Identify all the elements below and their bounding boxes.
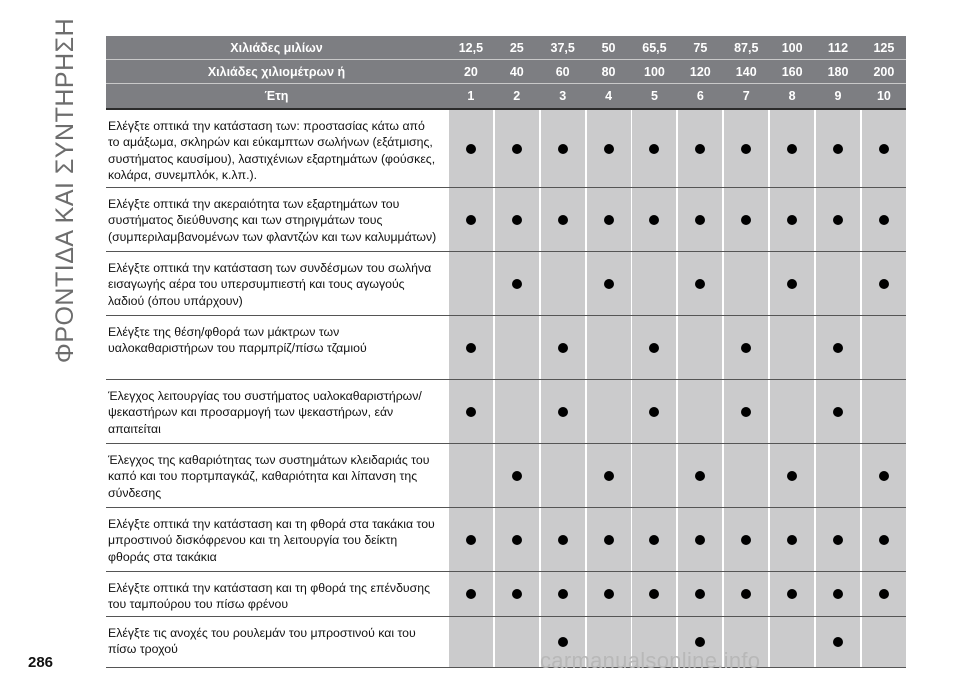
schedule-cell	[862, 252, 906, 315]
check-dot-icon	[466, 144, 476, 154]
check-dot-icon	[833, 407, 843, 417]
header-cell: 7	[742, 89, 750, 103]
check-dot-icon	[466, 343, 476, 353]
table-row	[106, 316, 906, 380]
schedule-cell	[495, 316, 539, 379]
schedule-cell	[770, 380, 814, 443]
schedule-cell	[541, 380, 585, 443]
header-cell: 6	[696, 89, 704, 103]
schedule-cell	[724, 252, 768, 315]
check-dot-icon	[833, 637, 843, 647]
header-cell: 180	[827, 64, 849, 79]
check-dot-icon	[787, 589, 797, 599]
header-cell: 5	[650, 89, 658, 103]
schedule-cell	[587, 572, 631, 616]
schedule-cell	[541, 508, 585, 571]
schedule-cell	[632, 444, 676, 507]
check-dot-icon	[741, 589, 751, 599]
schedule-cell	[541, 316, 585, 379]
header-cell: 125	[873, 40, 895, 55]
table-row	[106, 110, 906, 188]
check-dot-icon	[879, 215, 889, 225]
schedule-cell	[587, 380, 631, 443]
header-cell: 87,5	[734, 40, 759, 55]
check-dot-icon	[604, 471, 614, 481]
header-cell: 65,5	[642, 40, 667, 55]
schedule-cell	[862, 617, 906, 667]
header-cell: 8	[788, 89, 796, 103]
check-dot-icon	[604, 279, 614, 289]
check-dot-icon	[512, 535, 522, 545]
schedule-cell	[495, 380, 539, 443]
schedule-cell	[449, 252, 493, 315]
schedule-cell	[541, 444, 585, 507]
header-cell: 120	[689, 64, 711, 79]
header-cell: 75	[693, 40, 708, 55]
check-dot-icon	[787, 535, 797, 545]
schedule-cell	[449, 380, 493, 443]
check-dot-icon	[512, 144, 522, 154]
check-dot-icon	[833, 144, 843, 154]
schedule-cell	[816, 508, 860, 571]
check-dot-icon	[649, 535, 659, 545]
section-title-text: ΦΡΟΝΤΙΔΑ ΚΑΙ ΣΥΝΤΗΡΗΣΗ	[51, 17, 80, 363]
header-cell: 3	[559, 89, 567, 103]
header-cell: 4	[605, 89, 613, 103]
schedule-cell	[770, 252, 814, 315]
header-cell: 80	[601, 64, 616, 79]
schedule-cell	[541, 110, 585, 187]
check-dot-icon	[695, 589, 705, 599]
check-dot-icon	[695, 279, 705, 289]
schedule-cell	[770, 617, 814, 667]
header-cell: 140	[735, 64, 757, 79]
watermark: carmanualsonline.info	[540, 648, 761, 673]
schedule-cell	[862, 110, 906, 187]
page-number: 286	[28, 654, 54, 671]
schedule-cell	[678, 380, 722, 443]
header-cell: 160	[781, 64, 803, 79]
schedule-cell	[587, 110, 631, 187]
schedule-cell	[541, 572, 585, 616]
schedule-cell	[632, 316, 676, 379]
table-row	[106, 380, 906, 444]
check-dot-icon	[512, 471, 522, 481]
schedule-cell	[862, 380, 906, 443]
check-dot-icon	[649, 343, 659, 353]
schedule-cell	[449, 444, 493, 507]
check-dot-icon	[787, 144, 797, 154]
schedule-cell	[724, 508, 768, 571]
check-dot-icon	[558, 407, 568, 417]
schedule-cell	[770, 316, 814, 379]
schedule-cell	[495, 508, 539, 571]
schedule-cell	[632, 572, 676, 616]
schedule-cell	[678, 110, 722, 187]
schedule-cell	[816, 617, 860, 667]
schedule-cell	[495, 572, 539, 616]
schedule-cell	[724, 110, 768, 187]
check-dot-icon	[649, 215, 659, 225]
header-cell: 25	[509, 40, 524, 55]
schedule-cell	[495, 617, 539, 667]
schedule-cell	[770, 572, 814, 616]
schedule-cell	[495, 252, 539, 315]
row-description: Ελέγξτε της θέση/φθορά των μάκτρων των υαλοκαθαριστήρων του παρμπρίζ/πίσω τζαμιού	[108, 325, 367, 356]
check-dot-icon	[466, 589, 476, 599]
row-description: Ελέγξτε οπτικά την κατάσταση και τη φθορά στα τακάκια του μπροστινού δισκόφρενου και τη λειτουργία του δείκτη φθοράς στα τακάκια	[108, 517, 435, 564]
schedule-cell	[678, 508, 722, 571]
header-label: Χιλιάδες μιλίων	[230, 40, 323, 55]
check-dot-icon	[604, 589, 614, 599]
header-cell: 60	[555, 64, 570, 79]
check-dot-icon	[558, 144, 568, 154]
check-dot-icon	[879, 471, 889, 481]
check-dot-icon	[466, 407, 476, 417]
table-row	[106, 572, 906, 617]
schedule-cell	[449, 572, 493, 616]
table-header	[106, 36, 906, 110]
row-description: Ελέγξτε οπτικά την ακεραιότητα των εξαρτημάτων του συστήματος διεύθυνσης και των στηριγμάτων τους (συμπεριλαμβανομένων των φλαντζών και των καλυμμάτων)	[108, 197, 437, 244]
header-label: Χιλιάδες χιλιομέτρων ή	[207, 64, 346, 79]
table-row	[106, 252, 906, 316]
schedule-cell	[632, 508, 676, 571]
check-dot-icon	[558, 343, 568, 353]
schedule-cell	[724, 316, 768, 379]
schedule-cell	[587, 188, 631, 251]
check-dot-icon	[466, 535, 476, 545]
schedule-cell	[816, 572, 860, 616]
schedule-cell	[862, 444, 906, 507]
schedule-cell	[541, 188, 585, 251]
header-label: Έτη	[264, 89, 289, 103]
check-dot-icon	[695, 637, 705, 647]
header-cell: 12,5	[458, 40, 484, 55]
schedule-cell	[632, 380, 676, 443]
check-dot-icon	[879, 144, 889, 154]
schedule-cell	[495, 444, 539, 507]
schedule-cell	[678, 444, 722, 507]
schedule-cell	[862, 508, 906, 571]
header-cell: 100	[781, 40, 803, 55]
schedule-cell	[724, 444, 768, 507]
header-cell: 40	[509, 64, 524, 79]
schedule-cell	[678, 572, 722, 616]
schedule-cell	[770, 188, 814, 251]
check-dot-icon	[833, 589, 843, 599]
check-dot-icon	[879, 279, 889, 289]
header-cell: 1	[467, 89, 475, 103]
check-dot-icon	[787, 471, 797, 481]
check-dot-icon	[558, 535, 568, 545]
section-title	[48, 17, 84, 363]
check-dot-icon	[512, 589, 522, 599]
schedule-cell	[678, 252, 722, 315]
check-dot-icon	[833, 343, 843, 353]
schedule-cell	[449, 617, 493, 667]
schedule-cell	[449, 188, 493, 251]
check-dot-icon	[787, 279, 797, 289]
table-row	[106, 444, 906, 508]
check-dot-icon	[833, 535, 843, 545]
schedule-cell	[862, 316, 906, 379]
row-description: Ελέγξτε οπτικά την κατάσταση και τη φθορά της επένδυσης του ταμπούρου του πίσω φρένου	[108, 581, 430, 612]
table-row	[106, 188, 906, 252]
check-dot-icon	[558, 637, 568, 647]
schedule-cell	[495, 110, 539, 187]
schedule-cell	[449, 508, 493, 571]
table-body	[106, 110, 906, 668]
schedule-cell	[816, 188, 860, 251]
check-dot-icon	[558, 589, 568, 599]
schedule-cell	[632, 252, 676, 315]
schedule-cell	[587, 252, 631, 315]
header-cell: 100	[644, 64, 665, 79]
schedule-cell	[678, 188, 722, 251]
check-dot-icon	[833, 215, 843, 225]
table-row	[106, 617, 906, 668]
header-cell: 200	[873, 64, 895, 79]
check-dot-icon	[741, 343, 751, 353]
schedule-cell	[816, 380, 860, 443]
row-description: Ελέγξτε οπτικά την κατάσταση των συνδέσμων του σωλήνα εισαγωγής αέρα του υπερσυμπιεστή και τους αγωγούς λαδιού (όπου υπάρχουν)	[108, 261, 432, 308]
check-dot-icon	[879, 535, 889, 545]
header-cell: 2	[513, 89, 521, 103]
check-dot-icon	[695, 471, 705, 481]
schedule-cell	[724, 572, 768, 616]
maintenance-schedule-table	[106, 36, 906, 668]
schedule-cell	[770, 508, 814, 571]
schedule-cell	[449, 316, 493, 379]
schedule-cell	[816, 252, 860, 315]
row-description: Έλεγχος της καθαριότητας των συστημάτων κλειδαριάς του καπό και του πορτμπαγκάζ, καθαριότητα και λίπανση της σύνδεσης	[108, 453, 430, 500]
check-dot-icon	[604, 535, 614, 545]
check-dot-icon	[649, 144, 659, 154]
check-dot-icon	[741, 535, 751, 545]
check-dot-icon	[558, 215, 568, 225]
schedule-cell	[541, 252, 585, 315]
schedule-cell	[678, 316, 722, 379]
check-dot-icon	[604, 144, 614, 154]
schedule-cell	[770, 110, 814, 187]
schedule-cell	[770, 444, 814, 507]
schedule-cell	[632, 188, 676, 251]
check-dot-icon	[741, 215, 751, 225]
check-dot-icon	[512, 279, 522, 289]
header-cell: 20	[463, 64, 478, 79]
check-dot-icon	[695, 215, 705, 225]
check-dot-icon	[649, 407, 659, 417]
check-dot-icon	[787, 215, 797, 225]
schedule-cell	[816, 316, 860, 379]
check-dot-icon	[695, 144, 705, 154]
check-dot-icon	[604, 215, 614, 225]
table-row	[106, 508, 906, 572]
header-cell: 10	[876, 89, 891, 103]
check-dot-icon	[466, 215, 476, 225]
schedule-cell	[587, 444, 631, 507]
schedule-cell	[632, 110, 676, 187]
schedule-cell	[816, 444, 860, 507]
header-cell: 37,5	[550, 40, 575, 55]
header-cell: 112	[827, 40, 849, 55]
check-dot-icon	[649, 589, 659, 599]
check-dot-icon	[879, 589, 889, 599]
header-row	[106, 84, 906, 110]
schedule-cell	[587, 508, 631, 571]
header-cell: 50	[601, 40, 616, 55]
header-cell: 9	[834, 89, 842, 103]
schedule-cell	[724, 188, 768, 251]
check-dot-icon	[741, 407, 751, 417]
header-row	[106, 36, 906, 60]
schedule-cell	[862, 188, 906, 251]
check-dot-icon	[512, 215, 522, 225]
header-row	[106, 60, 906, 84]
schedule-cell	[816, 110, 860, 187]
schedule-cell	[587, 316, 631, 379]
check-dot-icon	[741, 144, 751, 154]
row-description: Ελέγξτε οπτικά την κατάσταση των: προστασίας κάτω από το αμάξωμα, σκληρών και εύκαμπτων σωλήνων (εξάτμισης, συστήματος καυσίμου), λαστιχένιων εξαρτημάτων (φούσκες, κολάρα, συνεμπλόκ, κ.λπ.).	[108, 119, 436, 182]
schedule-cell	[862, 572, 906, 616]
schedule-cell	[724, 380, 768, 443]
check-dot-icon	[695, 535, 705, 545]
row-description: Έλεγχος λειτουργίας του συστήματος υαλοκαθαριστήρων/ψεκαστήρων και προσαρμογή των ψεκαστήρων, εάν απαιτείται	[108, 389, 422, 436]
row-description: Ελέγξτε τις ανοχές του ρουλεμάν του μπροστινού και του πίσω τροχού	[108, 626, 416, 657]
schedule-cell	[449, 110, 493, 187]
schedule-cell	[495, 188, 539, 251]
